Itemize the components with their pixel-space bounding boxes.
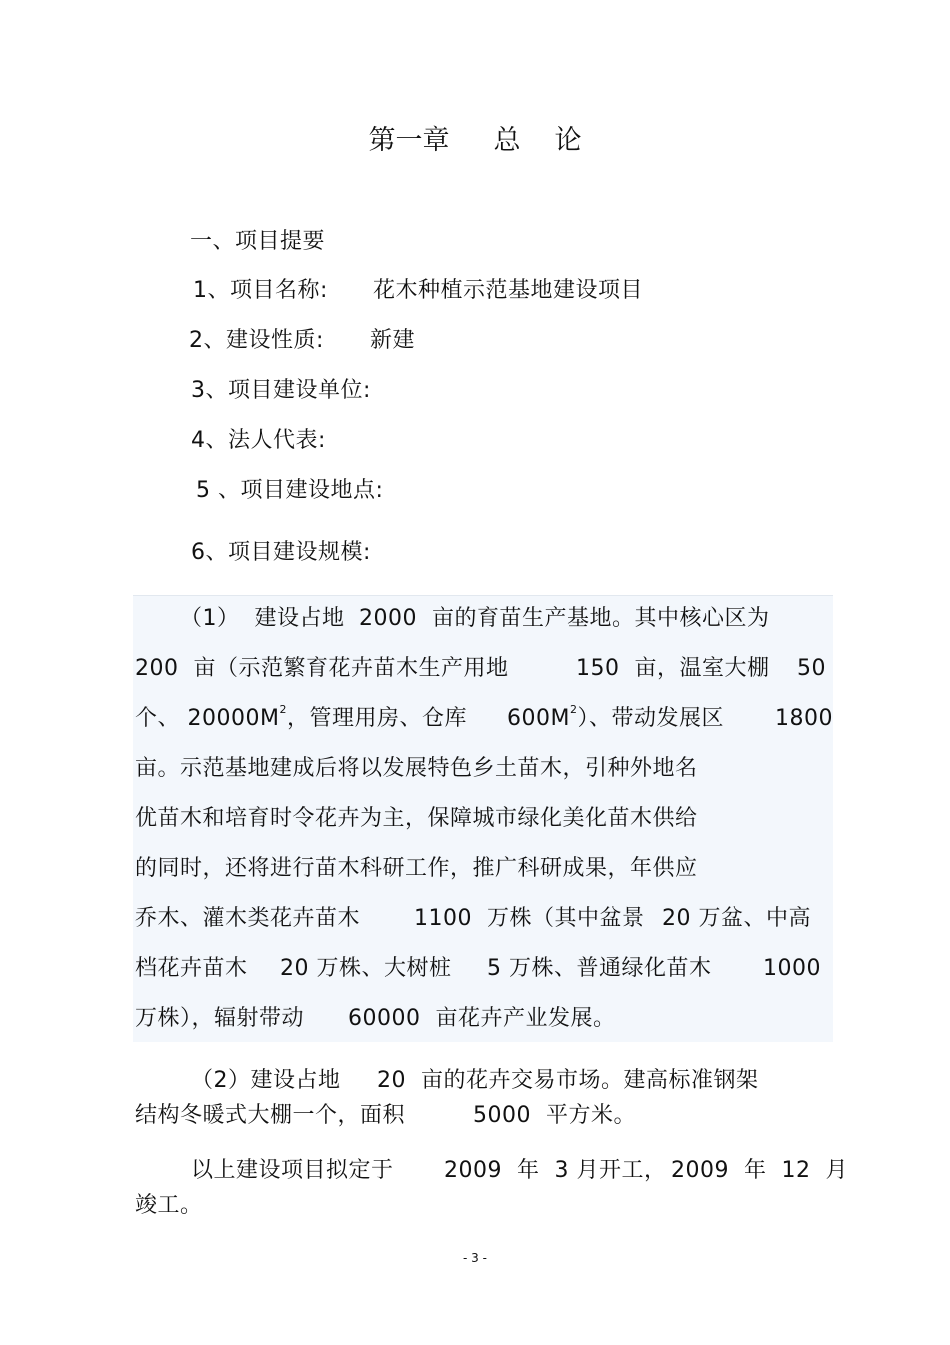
chapter-word-1: 总 — [493, 125, 521, 156]
p1-line-4: 亩。示范基地建成后将以发展特色乡土苗木，引种外地名 — [135, 756, 698, 781]
item-label: 1、项目名称: — [193, 278, 328, 303]
p1-line-2: 200 亩（示范繁育花卉苗木生产用地 150 亩，温室大棚 50 — [135, 656, 826, 681]
p1-line-6: 的同时，还将进行苗木科研工作，推广科研成果，年供应 — [135, 856, 698, 881]
p1-line-3: 个、 $20000M^2$，管理用房、仓库 $600M^2$）、带动发展区 1800 — [135, 703, 833, 731]
section-heading: 一、项目提要 — [190, 229, 326, 254]
item-construction-location: 5 、项目建设地点: — [196, 478, 384, 503]
item-construction-unit: 3、项目建设单位: — [191, 378, 371, 403]
chapter-number: 第一章 — [368, 125, 450, 156]
p2-line-1: （2）建设占地 20 亩的花卉交易市场。建高标准钢架 — [191, 1068, 759, 1093]
chapter-title — [0, 124, 950, 158]
item-value: 花木种植示范基地建设项目 — [373, 278, 644, 303]
p1-line-7: 乔木、灌木类花卉苗木 1100 万株（其中盆景 20 万盆、中高 — [135, 906, 811, 931]
p1-line-5: 优苗木和培育时令花卉为主，保障城市绿化美化苗木供给 — [135, 806, 698, 831]
page-number: - 3 - — [463, 1251, 487, 1265]
p3-line-2: 竣工。 — [135, 1193, 203, 1218]
p1-line-9: 万株），辐射带动 60000 亩花卉产业发展。 — [135, 1006, 616, 1031]
chapter-word-2: 论 — [554, 125, 582, 156]
p1-line-8: 档花卉苗木 20 万株、大树桩 5 万株、普通绿化苗木 1000 — [135, 956, 821, 981]
p3-line-1: 以上建设项目拟定于 2009 年 3 月开工， 2009 年 12 月 — [191, 1158, 848, 1183]
p1-line-1: （1） 建设占地 2000 亩的育苗生产基地。其中核心区为 — [180, 606, 770, 631]
item-legal-representative: 4、法人代表: — [191, 428, 326, 453]
item-value: 新建 — [370, 328, 416, 353]
item-label: 2、建设性质: — [189, 328, 324, 353]
p2-line-2: 结构冬暖式大棚一个，面积 5000 平方米。 — [135, 1103, 636, 1128]
item-construction-scale: 6、项目建设规模: — [191, 540, 371, 565]
